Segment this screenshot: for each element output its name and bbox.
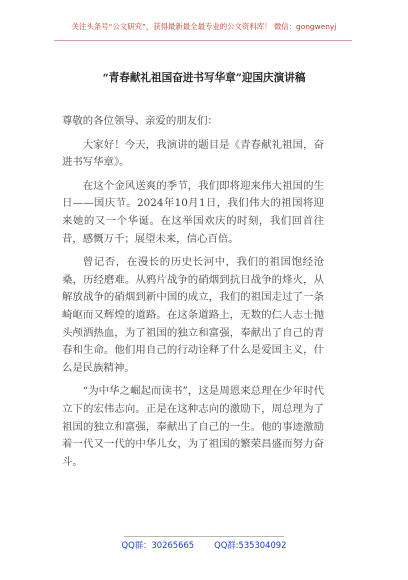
salutation: 尊敬的各位领导、亲爱的朋友们：	[62, 115, 218, 127]
paragraph-national-day: 在这个金风送爽的季节，我们即将迎来伟大祖国的生日——国庆节。2024年10月1日，我们伟大的祖国将迎来她的又一个华诞。在这举国欢庆的时刻，我们回首往昔，感慨万千；展望未来，信心百倍。	[62, 179, 324, 245]
footer-qq-group-1: QQ群：30265665	[121, 540, 195, 550]
paragraph-history: 曾记否，在漫长的历史长河中，我们的祖国饱经沧桑，历经磨难。从鸦片战争的硝烟到抗日战争的烽火，从解放战争的硝烟到新中国的成立，我们的祖国走过了一条崎岖而又辉煌的道路。在这条道路上，无数的仁人志士抛头颅洒热血，为了祖国的独立和富强，奉献出了自己的青春和生命。他们用自己的行动诠释了什么是爱国主义，什么是民族精神。	[62, 256, 324, 374]
paragraph-greeting: 大家好！今天，我演讲的题目是《青春献礼祖国，奋进书写华章》。	[62, 138, 324, 169]
footer	[0, 539, 408, 551]
header-banner: 关注头条号“公文研究”，获得最新最全最专业的公文资料库！ 微信：gongwenyj	[71, 22, 337, 31]
footer-qq-group-2: QQ群:535304092	[214, 540, 287, 550]
paragraph-zhou-enlai: “为中华之崛起而读书”，这是周恩来总理在少年时代立下的宏伟志向。正是在这种志向的激励下，周总理为了祖国的独立和富强，奉献出了自己的一生。他的事迹激励着一代又一代的中华儿女，为了祖国的繁荣昌盛而努力奋斗。	[62, 385, 324, 468]
document-title: “青春献礼祖国奋进书写华章”迎国庆演讲稿	[102, 72, 306, 84]
header-divider	[54, 40, 352, 41]
footer-divider	[124, 536, 284, 537]
document-body	[62, 113, 324, 477]
